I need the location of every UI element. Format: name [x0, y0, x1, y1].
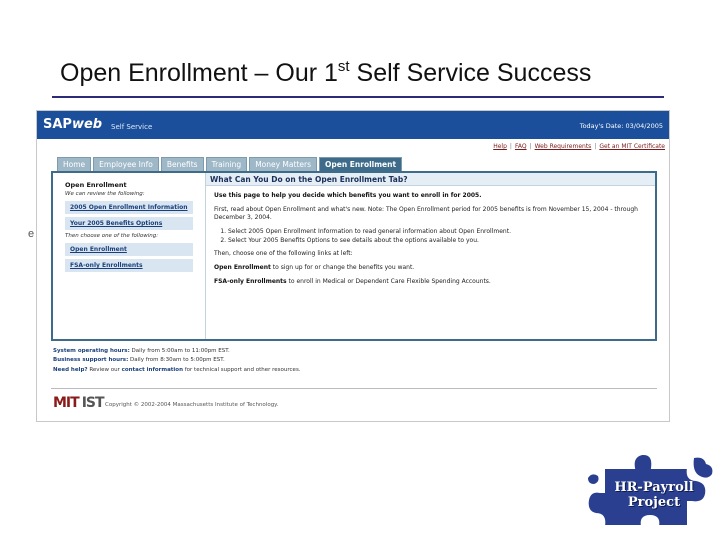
app-header: [37, 111, 669, 139]
self-service-label: Self Service: [111, 123, 153, 131]
tab-training[interactable]: Training: [206, 157, 248, 171]
tab-home[interactable]: Home: [57, 157, 91, 171]
content-heading: What Can You Do on the Open Enrollment Tab?: [206, 173, 655, 186]
title-divider: [52, 96, 664, 98]
nav-note-choose: Then choose one of the following:: [65, 233, 159, 239]
tab-open-enrollment[interactable]: Open Enrollment: [319, 157, 402, 171]
mit-ist-logo: MIT IST: [53, 395, 104, 411]
tab-benefits[interactable]: Benefits: [161, 157, 204, 171]
open-enrollment-label: Open Enrollment: [214, 264, 271, 272]
footer-divider: [51, 388, 657, 389]
slide-title: Open Enrollment – Our 1st Self Service Success: [60, 58, 592, 87]
intro-text: Use this page to help you decide which benefits you want to enroll in for 2005.: [214, 192, 482, 199]
main-content: [205, 173, 655, 339]
tab-employee-info[interactable]: Employee Info: [93, 157, 159, 171]
badge-label: HR-Payroll Project: [614, 480, 694, 510]
support-info: [53, 347, 301, 375]
nav-item-fsa-enrollments[interactable]: FSA-only Enrollments: [65, 259, 193, 272]
list-item: 2. Select Your 2005 Benefits Options to see details about the options available to you.: [228, 237, 647, 246]
nav-note: We can review the following:: [65, 191, 145, 197]
nav-item-benefits-options[interactable]: Your 2005 Benefits Options: [65, 217, 193, 230]
para-fsa: FSA-only Enrollments to enroll in Medical or Dependent Care Flexible Spending Accounts.: [214, 277, 491, 285]
mit-certificate-link[interactable]: Get an MIT Certificate: [599, 143, 665, 150]
support-hours: Business support hours: Daily from 8:30am to 5:00pm EST.: [53, 357, 225, 364]
sap-web-screenshot: [36, 110, 670, 422]
steps-list: [228, 228, 647, 245]
tab-money-matters[interactable]: Money Matters: [249, 157, 317, 171]
main-tabs: [57, 157, 402, 171]
nav-item-oe-information[interactable]: 2005 Open Enrollment Information: [65, 201, 193, 214]
edge-mark: e: [28, 228, 35, 240]
nav-item-open-enrollment[interactable]: Open Enrollment: [65, 243, 193, 256]
para-open-enrollment: Open Enrollment to sign up for or change the benefits you want.: [214, 264, 415, 272]
left-nav: [65, 181, 193, 275]
todays-date: Today's Date: 03/04/2005: [579, 122, 663, 130]
para-first: First, read about Open Enrollment and what's new. Note: The Open Enrollment period for 2005 benefits is from November 15, 2004 - through December 3, 2004.: [214, 205, 638, 222]
content-body: [206, 186, 655, 298]
copyright: Copyright © 2002-2004 Massachusetts Institute of Technology.: [105, 402, 279, 408]
faq-link[interactable]: FAQ: [514, 143, 527, 150]
need-help: Need help? Review our contact information for technical support and other resources.: [53, 366, 301, 373]
hr-payroll-puzzle-badge: [582, 450, 718, 534]
list-item: 1. Select 2005 Open Enrollment Information to read general information about Open Enrollment.: [228, 228, 647, 237]
sapweb-logo: SAPweb: [43, 117, 103, 132]
web-requirements-link[interactable]: Web Requirements: [534, 143, 592, 150]
utility-links: Help | FAQ | Web Requirements | Get an MIT Certificate: [493, 143, 665, 150]
help-link[interactable]: Help: [493, 143, 507, 150]
contact-information-link[interactable]: contact information: [121, 366, 183, 373]
nav-heading: Open Enrollment: [65, 181, 127, 189]
open-enrollment-panel: [51, 171, 657, 341]
para-then: Then, choose one of the following links at left:: [214, 250, 353, 258]
system-hours: System operating hours: Daily from 5:00am to 11:00pm EST.: [53, 348, 230, 354]
fsa-label: FSA-only Enrollments: [214, 277, 287, 285]
